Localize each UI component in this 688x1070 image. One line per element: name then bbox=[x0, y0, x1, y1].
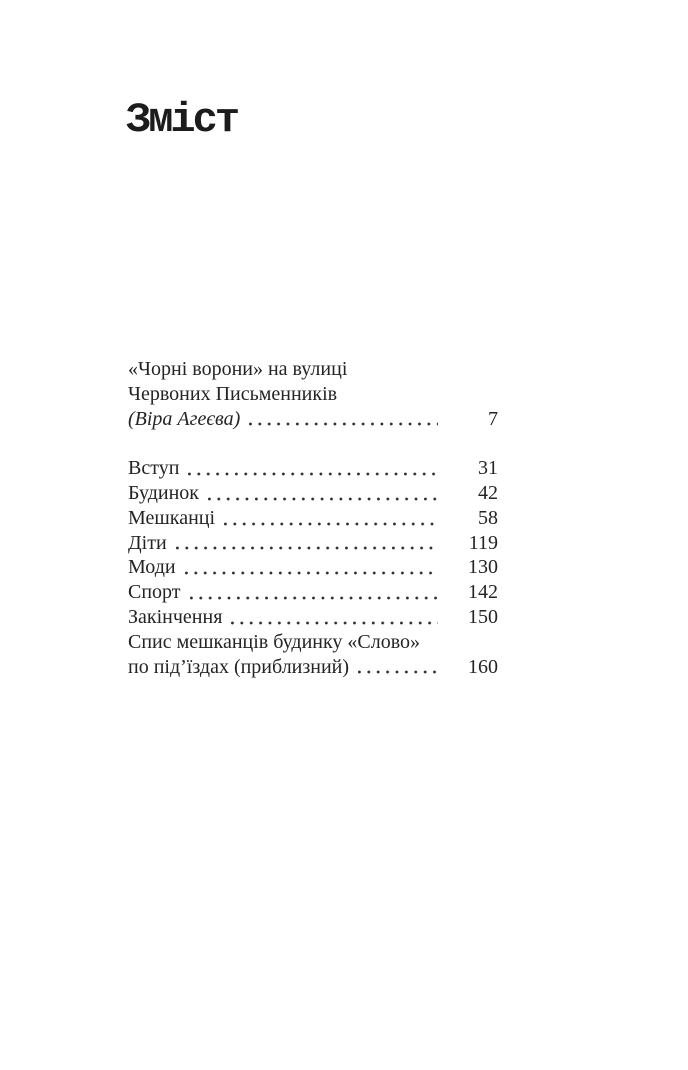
dot-leader bbox=[176, 546, 438, 550]
dot-leader bbox=[185, 571, 438, 575]
toc-entry-line bbox=[128, 580, 498, 605]
toc-group-gap bbox=[128, 431, 498, 456]
toc-entry-label: по під’їздах (приблизний) bbox=[128, 655, 350, 678]
table-of-contents bbox=[128, 357, 498, 679]
page-number: 160 bbox=[468, 655, 498, 678]
toc-entry-line bbox=[128, 630, 498, 655]
dot-leader bbox=[224, 522, 438, 526]
page-number: 150 bbox=[468, 605, 498, 628]
toc-entry-label: Червоних Письменників bbox=[128, 382, 338, 405]
page-number: 130 bbox=[468, 556, 498, 579]
toc-entry-label: Будинок bbox=[128, 481, 200, 504]
toc-entry-line bbox=[128, 382, 498, 407]
toc-entry-label: Діти bbox=[128, 531, 167, 554]
page-number: 142 bbox=[468, 581, 498, 604]
dot-leader bbox=[358, 670, 438, 674]
dot-leader bbox=[231, 621, 438, 625]
page-number: 7 bbox=[488, 407, 498, 430]
toc-entry-line bbox=[128, 655, 498, 680]
toc-entry-author: (Віра Агеєва) bbox=[128, 407, 241, 430]
toc-entry-label: Вступ bbox=[128, 457, 180, 480]
dot-leader bbox=[190, 596, 438, 600]
toc-entry-label: «Чорні ворони» на вулиці bbox=[128, 358, 348, 380]
toc-entry-label: Мешканці bbox=[128, 506, 216, 529]
page-title: Зміст bbox=[126, 96, 238, 144]
page-number: 31 bbox=[478, 457, 498, 480]
page-number: 42 bbox=[478, 481, 498, 504]
toc-entry-label: Закінчення bbox=[128, 605, 223, 628]
toc-entry-label: Моди bbox=[128, 556, 176, 579]
toc-entry-line bbox=[128, 357, 498, 382]
toc-entry-line bbox=[128, 481, 498, 506]
page-number: 119 bbox=[468, 531, 498, 554]
page-number: 58 bbox=[478, 506, 498, 529]
toc-entry-line bbox=[128, 506, 498, 531]
dot-leader bbox=[208, 497, 438, 501]
toc-entry-line bbox=[128, 407, 498, 432]
dot-leader bbox=[188, 472, 438, 476]
toc-entry-line bbox=[128, 531, 498, 556]
toc-entry-line bbox=[128, 456, 498, 481]
dot-leader bbox=[249, 422, 438, 426]
toc-entry-line bbox=[128, 555, 498, 580]
toc-entry-line bbox=[128, 605, 498, 630]
toc-entry-label: Спис мешканців будинку «Слово» bbox=[128, 630, 421, 653]
toc-entry-label: Спорт bbox=[128, 581, 181, 604]
